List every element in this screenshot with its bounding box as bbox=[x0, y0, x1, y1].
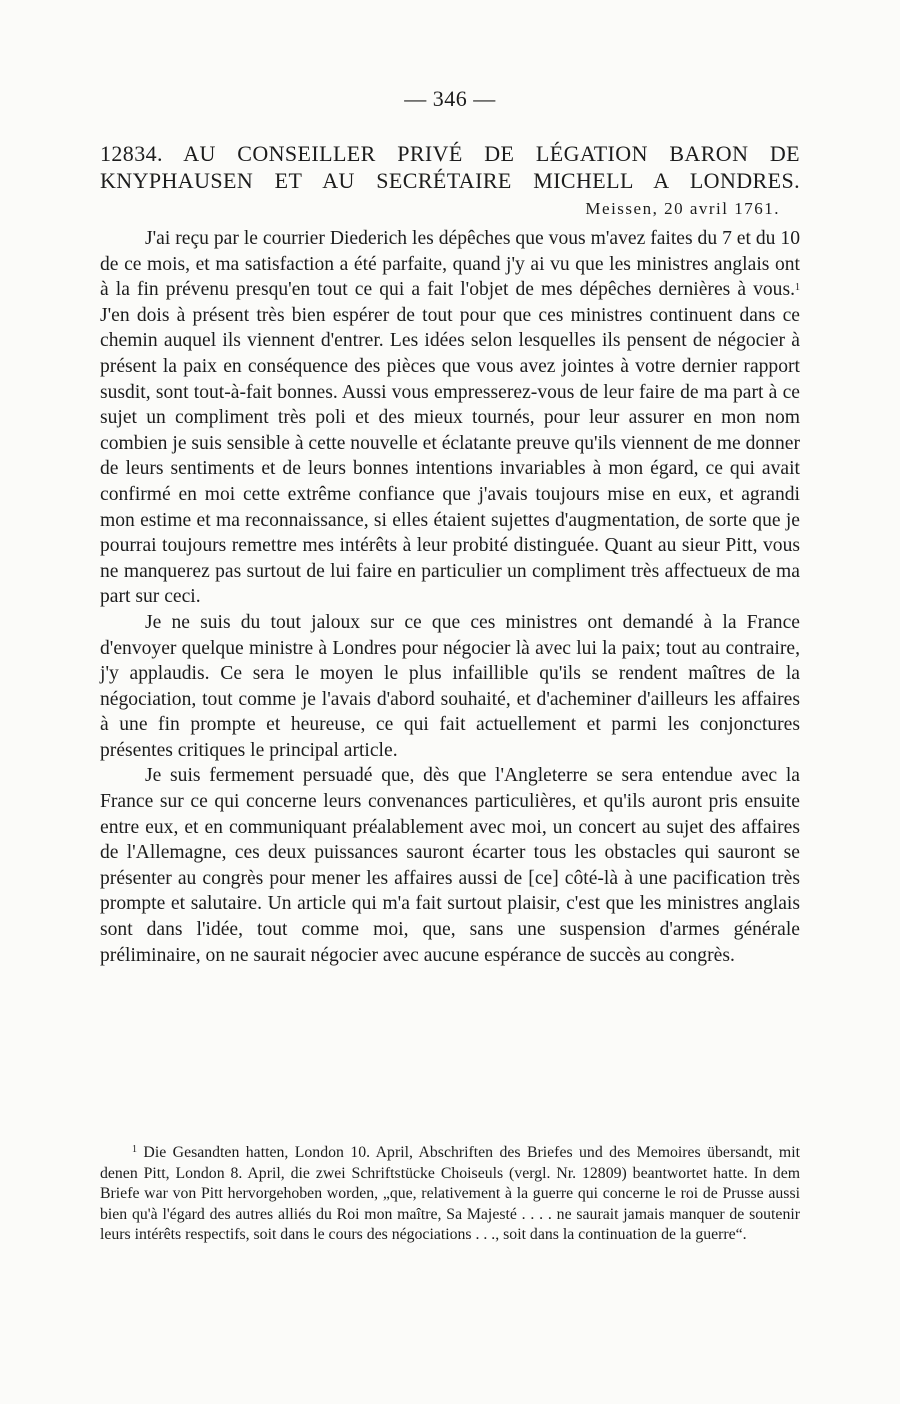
footnotes bbox=[100, 1143, 800, 1246]
paragraph-2: Je ne suis du tout jaloux sur ce que ces ministres ont demandé à la France d'envoyer quelque ministre à Londres pour négocier là avec lui la paix; tout au contraire, j'y applaudis. Ce sera le moyen le plus infaillible qu'ils se rendent maîtres de la négociation, tout comme je l'avais d'abord souhaité, et d'acheminer d'ailleurs les affaires à une fin prompte et heureuse, ce qui fait actuellement et parmi les conjonctures présentes critiques le principal article. bbox=[100, 611, 800, 761]
heading-line-2: KNYPHAUSEN ET AU SECRÉTAIRE MICHELL A LONDRES. bbox=[100, 168, 800, 193]
footnote-marker: 1 bbox=[795, 282, 800, 294]
paragraph-1 bbox=[100, 226, 800, 610]
paragraph-1-part-1: J'ai reçu par le courrier Diederich les dépêches que vous m'avez faites du 7 et du 10 de ce mois, et ma satisfaction a été parfaite, quand j'y ai vu que les ministres anglais ont à la fin prévenu presqu'en tout ce qui a fait l'objet de mes dépêches dernières à vous. bbox=[100, 228, 800, 301]
page-number: — 346 — bbox=[404, 86, 496, 111]
dateline: Meissen, 20 avril 1761. bbox=[585, 199, 780, 218]
paragraph-3: Je suis fermement persuadé que, dès que l'Angleterre se sera entendue avec la France sur ce qui concerne leurs convenances particulières, et qu'ils auront pris ensuite entre eux, et en communiquant préalablement avec moi, un concert au sujet des affaires de l'Allemagne, ces deux puissances sauront écarter tous les obstacles qui sauront se présenter au congrès pour mener les affaires aussi de [ce] côté-là à une pacification très prompte et salutaire. Un article qui m'a fait surtout plaisir, c'est que les ministres anglais sont dans l'idée, tout comme moi, que, sans une suspension d'armes générale préliminaire, on ne saurait négocier avec aucune espérance de succès au congrès. bbox=[100, 765, 800, 966]
footnote-1 bbox=[100, 1143, 800, 1246]
paragraph-1-part-2: J'en dois à présent très bien espérer de tout pour que ces ministres continuent dans ce chemin auquel ils viennent d'entrer. Les idées selon lesquelles ils pensent de négocier à présent la paix en conséquence des pièces que vous avez jointes à votre dernier rapport susdit, sont tout-à-fait bonnes. Aussi vous empresserez-vous de leur faire de ma part à ce sujet un compliment très poli et des mieux tournés, pour leur assurer en mon nom combien je suis sensible à cette nouvelle et éclatante preuve qu'ils viennent de me donner de leurs sentiments et de leurs bonnes intentions invariables à mon égard, ce qui avait confirmé en moi cette extrême confiance que j'avais toujours mise en eux, et agrandi mon estime et ma reconnaissance, si elles étaient sujettes d'augmentation, de sorte que je pourrai toujours remettre mes intérêts à leur probité distinguée. Quant au sieur Pitt, vous ne manquerez pas surtout de lui faire en particulier un compliment très affectueux de ma part sur ceci. bbox=[100, 304, 800, 608]
footnote-number: 1 bbox=[132, 1144, 137, 1155]
footnote-text: Die Gesandten hatten, London 10. April, Abschriften des Briefes und des Memoires übersandt, mit denen Pitt, London 8. April, die zwei Schriftstücke Choiseuls (vergl. Nr. 12809) beantwortet hatte. In dem Briefe war von Pitt hervorgehoben worden, „que, relativement à la guerre qui concerne le roi de Prusse aussi bien qu'à l'égard des autres alliés du Roi mon maître, Sa Majesté . . . . ne saurait jamais manquer de soutenir leurs intérêts respectifs, soit dans le cours des négociations . . ., soit dans la continuation de la guerre“. bbox=[100, 1144, 800, 1244]
heading-line-1: 12834. AU CONSEILLER PRIVÉ DE LÉGATION BARON DE bbox=[100, 141, 800, 166]
letter-heading bbox=[100, 140, 800, 194]
letter-body bbox=[100, 226, 800, 968]
